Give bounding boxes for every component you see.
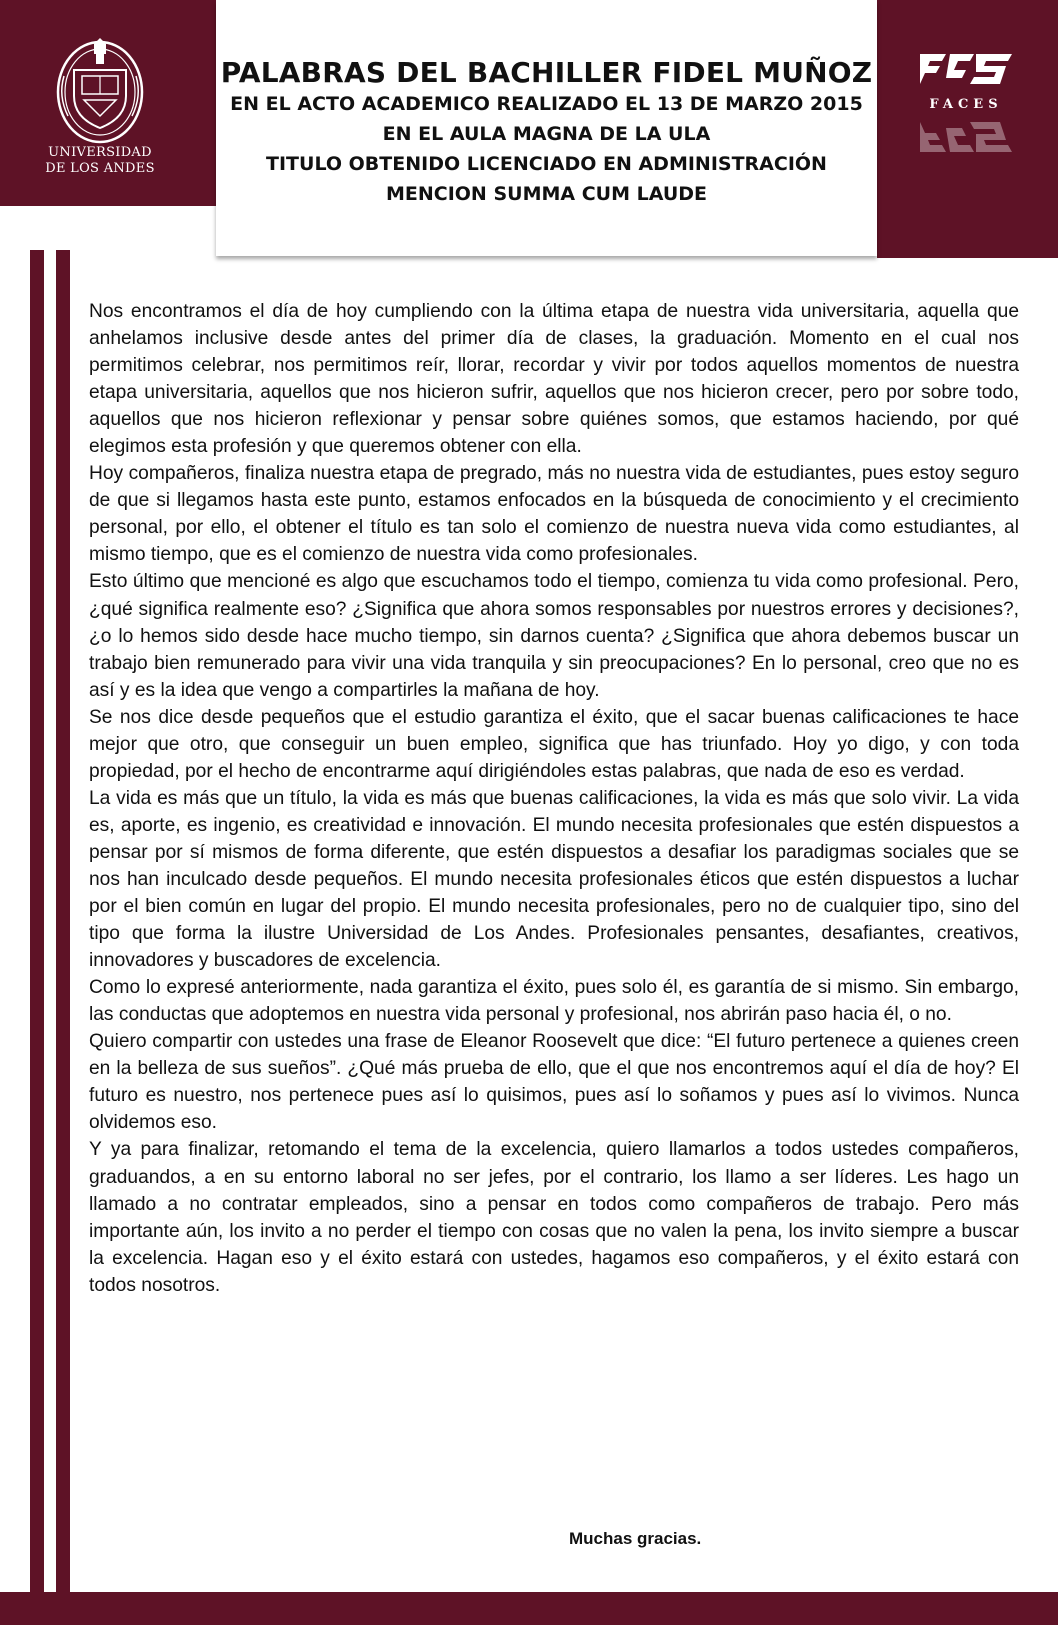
speech-paragraph-8: Y ya para finalizar, retomando el tema de la excelencia, quiero llamarlos a todos ustedes compañeros, graduandos, a en su entorno laboral no ser jefes, por el contrario, los llamo a ser líderes. Les hago un llamado a no contratar empleados, sino a pensar en todos como compañeros de trabajo. Pero más importante aún, los invito a no perder el tiempo con cosas que no valen la pena, los invito siempre a buscar la excelencia. Hagan eso y el éxito estará con ustedes, hagamos eso compañeros, y el éxito estará con todos nosotros. (89, 1139, 1019, 1296)
speech-body (89, 298, 1019, 1299)
ula-logo (44, 36, 156, 186)
footer-band (0, 1592, 1058, 1625)
title-box (216, 0, 877, 256)
page-title: PALABRAS DEL BACHILLER FIDEL MUÑOZ (220, 56, 873, 89)
speech-paragraph-3: Esto último que mencioné es algo que escuchamos todo el tiempo, comienza tu vida como profesional. Pero, ¿qué significa realmente eso? ¿Significa que ahora somos responsables por nuestros errores y decisiones?, ¿o lo hemos sido desde hace mucho tiempo, sin darnos cuenta? ¿Significa que ahora debemos buscar un trabajo bien remunerado para vivir una vida tranquila y sin preocupaciones? En lo personal, creo que no es así y es la idea que vengo a compartirles la mañana de hoy. (89, 571, 1019, 701)
speech-paragraph-6: Como lo expresé anteriormente, nada garantiza el éxito, pues solo él, es garantía de si mismo. Sin embargo, las conductas que adoptemos en nuestra vida personal y profesional, nos abrirán paso hacia él, o no. (89, 977, 1019, 1026)
subtitle-line-3: TITULO OBTENIDO LICENCIADO EN ADMINISTRACIÓN (266, 153, 827, 175)
speech-paragraph-7: Quiero compartir con ustedes una frase de Eleanor Roosevelt que dice: “El futuro pertenece a quienes creen en la belleza de sus sueños”. ¿Qué más prueba de ello, que el que nos encontremos aquí el día de hoy? El futuro es nuestro, nos pertenece pues así lo quisimos, pues así lo soñamos y pues así lo vivimos. Nunca olvidemos eso. (89, 1031, 1019, 1134)
faces-logo (910, 52, 1022, 172)
subtitle-line-2: EN EL AULA MAGNA DE LA ULA (382, 123, 711, 145)
subtitle-line-4: MENCION SUMMA CUM LAUDE (385, 183, 707, 205)
ula-shield-icon (54, 36, 146, 144)
speech-paragraph-5: La vida es más que un título, la vida es más que buenas calificaciones, la vida es más que solo vivir. La vida es, aporte, es ingenio, es creatividad e innovación. El mundo necesita profesionales que estén dispuestos a pensar por sí mismos de forma diferente, que estén dispuestos a desafiar los paradigmas sociales que se nos han inculcado desde pequeños. El mundo necesita profesionales éticos que estén dispuestos a luchar por el bien común en lugar del propio. El mundo necesita profesionales, pero no de cualquier tipo, sino del tipo que forma la ilustre Universidad de Los Andes. Profesionales pensantes, desafiantes, creativos, innovadores y buscadores de excelencia. (89, 787, 1019, 972)
vertical-stripe-outer (30, 250, 44, 1625)
speech-paragraph-4: Se nos dice desde pequeños que el estudio garantiza el éxito, que el sacar buenas calificaciones te hace mejor que otro, que conseguir un buen empleo, significa que has triunfado. Hoy yo digo, y con toda propiedad, por el hecho de encontrarme aquí dirigiéndoles estas palabras, que nada de eso es verdad. (89, 706, 1019, 782)
ula-name-line2: DE LOS ANDES (45, 161, 155, 176)
faces-reflection-icon (916, 116, 1016, 154)
closing-text: Muchas gracias. (569, 1529, 702, 1548)
faces-label: FACES (929, 97, 1003, 112)
vertical-stripe-inner (56, 250, 70, 1625)
ula-name-line1: UNIVERSIDAD (48, 145, 152, 160)
speech-paragraph-1: Nos encontramos el día de hoy cumpliendo con la última etapa de nuestra vida universitaria, aquella que anhelamos inclusive desde antes del primer día de clases, la graduación. Momento en el cual nos permitimos celebrar, nos permitimos reír, llorar, recordar y vivir por todos aquellos momentos de nuestra etapa universitaria, aquellos que nos hicieron sufrir, aquellos que nos hicieron crecer, pero por sobre todo, aquellos que nos hicieron reflexionar y pensar sobre quiénes somos, que estamos haciendo, por qué elegimos esta profesión y que queremos obtener con ella. (89, 301, 1019, 458)
speech-paragraph-2: Hoy compañeros, finaliza nuestra etapa de pregrado, más no nuestra vida de estudiantes, pues estoy seguro de que si llegamos hasta este punto, estamos enfocados en la búsqueda de conocimiento y el crecimiento personal, por ello, el obtener el título es tan solo el comienzo de nuestra nueva vida como estudiantes, al mismo tiempo, que es el comienzo de nuestra vida como profesionales. (89, 463, 1019, 566)
subtitle-line-1: EN EL ACTO ACADEMICO REALIZADO EL 13 DE MARZO 2015 (230, 93, 863, 115)
faces-logo-icon (916, 52, 1016, 92)
faces-reflection (910, 112, 1022, 154)
